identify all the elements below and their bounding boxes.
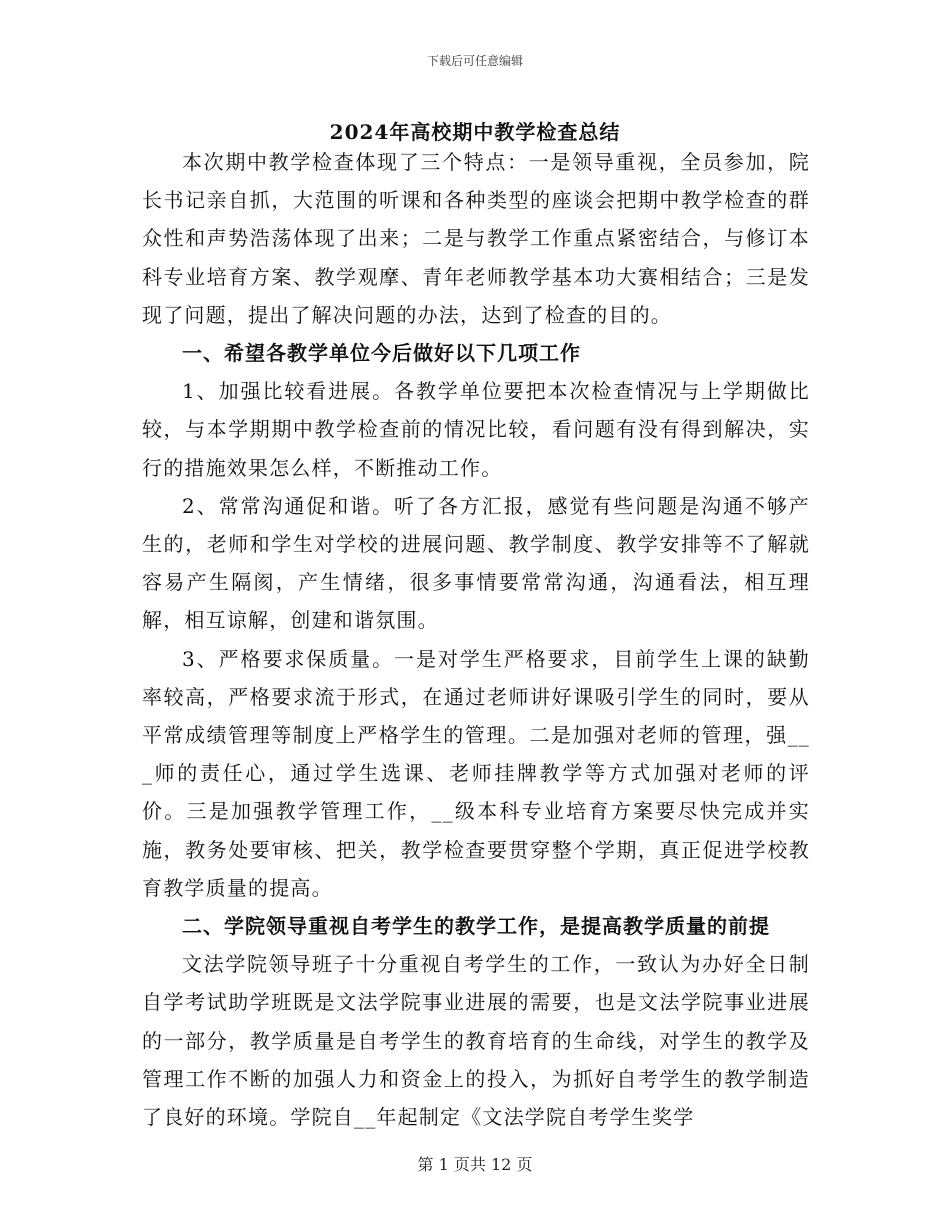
section-1-item-2: 2、常常沟通促和谐。听了各方汇报，感觉有些问题是沟通不够产生的，老师和学生对学校的进展问题、教学制度、教学安排等不了解就容易产生隔阂，产生情绪，很多事情要常常沟通，沟通看法，相互理解，相互谅解，创建和谐氛围。 [142, 493, 810, 633]
document-body [142, 143, 810, 1136]
intro-paragraph: 本次期中教学检查体现了三个特点：一是领导重视，全员参加，院长书记亲自抓，大范围的听课和各种类型的座谈会把期中教学检查的群众性和声势浩荡体现了出来；二是与教学工作重点紧密结合，与修订本科专业培育方案、教学观摩、青年老师教学基本功大赛相结合；三是发现了问题，提出了解决问题的办法，达到了检查的目的。 [142, 150, 810, 327]
section-1-item-1: 1、加强比较看进展。各教学单位要把本次检查情况与上学期做比较，与本学期期中教学检查前的情况比较，看问题有没有得到解决，实行的措施效果怎么样，不断推动工作。 [142, 379, 810, 480]
section-1-heading: 一、希望各教学单位今后做好以下几项工作 [182, 341, 581, 366]
section-2-paragraph-1: 文法学院领导班子十分重视自考学生的工作，一致认为办好全日制自学考试助学班既是文法学院事业进展的需要，也是文法学院事业进展的一部分，教学质量是自考学生的教育培育的生命线，对学生的教学及管理工作不断的加强人力和资金上的投入，为抓好自考学生的教学制造了良好的环境。学院自__年起制定《文法学院自考学生奖学 [142, 952, 810, 1130]
document-title: 2024年高校期中教学检查总结 [329, 120, 621, 144]
page-header: 下载后可任意编辑 [426, 54, 523, 68]
section-2-heading: 二、学院领导重视自考学生的教学工作，是提高教学质量的前提 [182, 914, 770, 939]
section-1-item-3: 3、严格要求保质量。一是对学生严格要求，目前学生上课的缺勤率较高，严格要求流于形式，在通过老师讲好课吸引学生的同时，要从平常成绩管理等制度上严格学生的管理。二是加强对老师的管理，强___师的责任心，通过学生选课、老师挂牌教学等方式加强对老师的评价。三是加强教学管理工作，__级本科专业培育方案要尽快完成并实施，教务处要审核、把关，教学检查要贯穿整个学期，真正促进学校教育教学质量的提高。 [142, 646, 810, 900]
page-number-footer: 第 1 页共 12 页 [417, 1155, 533, 1174]
